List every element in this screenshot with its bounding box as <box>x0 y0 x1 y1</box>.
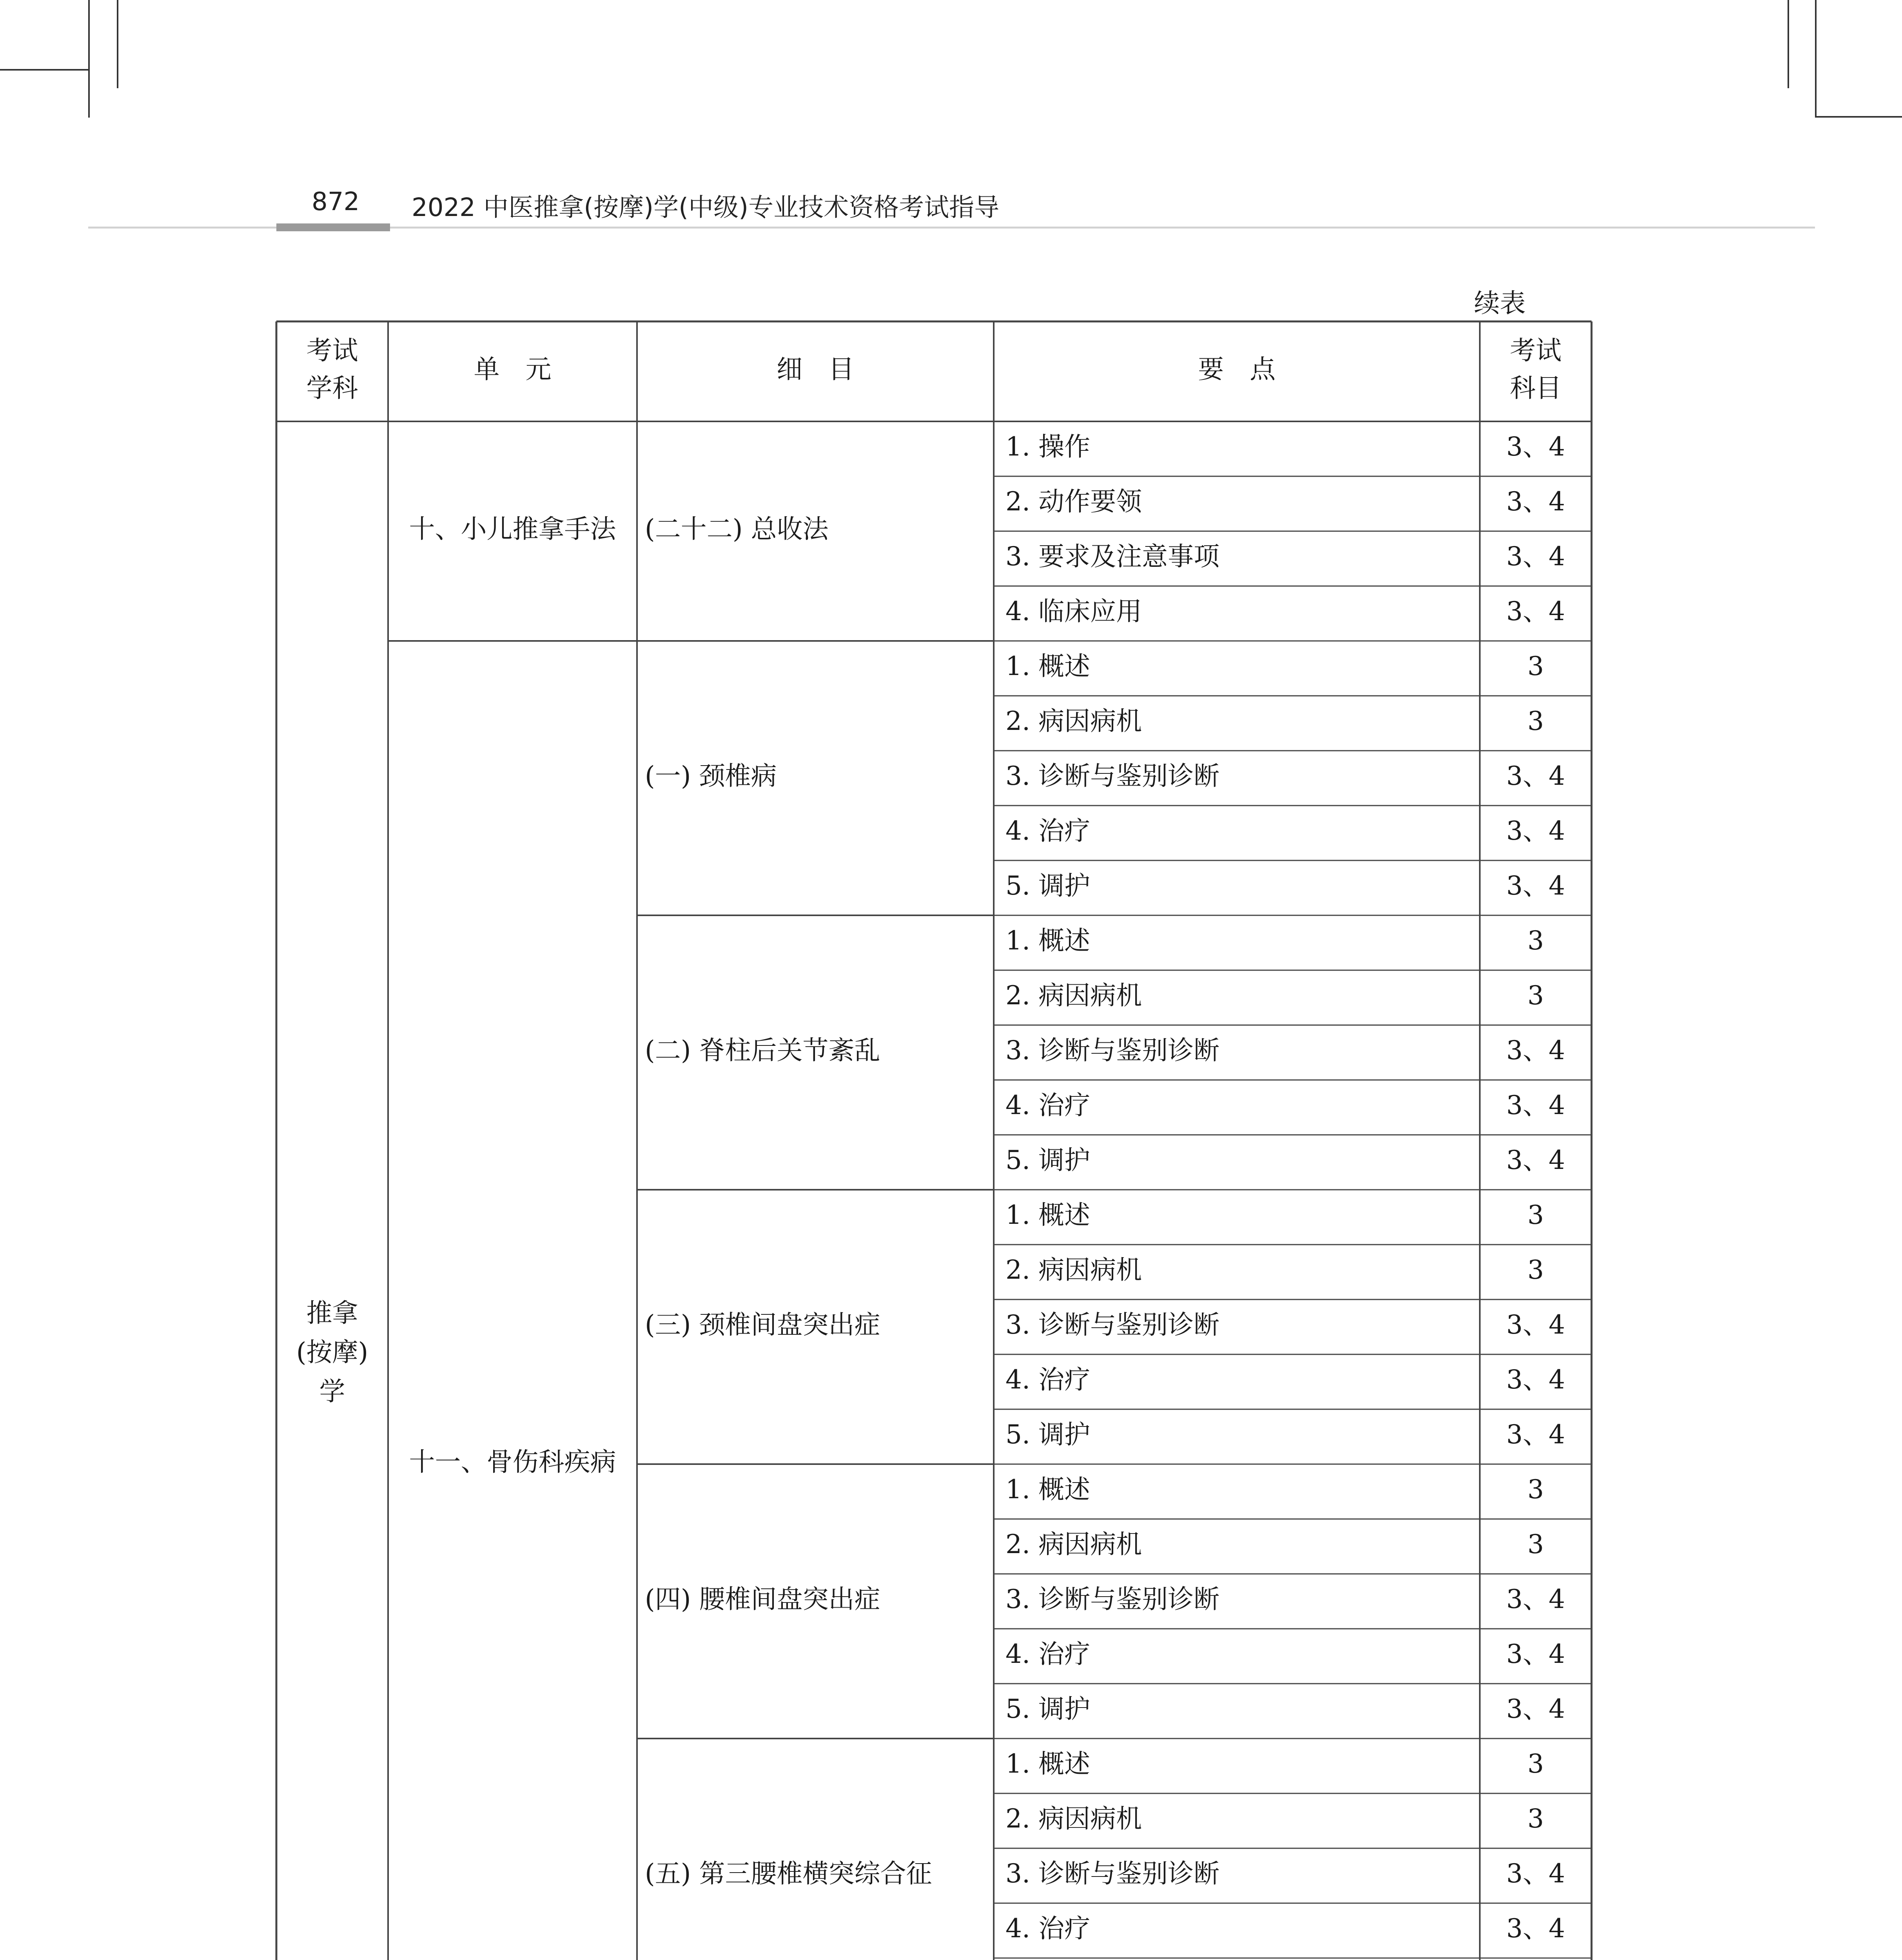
exam-cell: 3、4 <box>1506 1419 1565 1450</box>
item-cell: (二十二) 总收法 <box>645 514 829 544</box>
point-cell: 1. 操作 <box>1005 432 1090 462</box>
point-cell: 2. 病因病机 <box>1005 706 1142 736</box>
item-cell: (三) 颈椎间盘突出症 <box>645 1310 880 1340</box>
item-cell: (五) 第三腰椎横突综合征 <box>645 1858 932 1889</box>
point-cell: 4. 治疗 <box>1005 1913 1090 1944</box>
point-cell: 1. 概述 <box>1005 1749 1090 1779</box>
exam-cell: 3 <box>1527 1255 1544 1285</box>
exam-cell: 3、4 <box>1506 816 1565 846</box>
point-cell: 2. 病因病机 <box>1005 1804 1142 1834</box>
exam-cell: 3 <box>1527 980 1544 1011</box>
exam-cell: 3 <box>1527 1804 1544 1834</box>
exam-cell: 3、4 <box>1506 1694 1565 1724</box>
point-cell: 5. 调护 <box>1005 1694 1090 1724</box>
column-header-subject: 学科 <box>306 373 358 403</box>
exam-cell: 3、4 <box>1506 1913 1565 1944</box>
unit-cell: 十一、骨伤科疾病 <box>409 1447 616 1477</box>
exam-cell: 3、4 <box>1506 761 1565 791</box>
subject-cell: (按摩) <box>296 1337 368 1367</box>
item-cell: (二) 脊柱后关节紊乱 <box>645 1035 880 1065</box>
point-cell: 5. 调护 <box>1005 1419 1090 1450</box>
point-cell: 1. 概述 <box>1005 926 1090 956</box>
column-header-exam: 考试 <box>1510 335 1562 366</box>
exam-cell: 3 <box>1527 1749 1544 1779</box>
point-cell: 1. 概述 <box>1005 1474 1090 1504</box>
point-cell: 4. 治疗 <box>1005 816 1090 846</box>
point-cell: 5. 调护 <box>1005 871 1090 901</box>
column-header-item: 细 目 <box>777 354 854 385</box>
point-cell: 4. 治疗 <box>1005 1639 1090 1669</box>
exam-cell: 3、4 <box>1506 596 1565 626</box>
point-cell: 2. 病因病机 <box>1005 980 1142 1011</box>
exam-cell: 3、4 <box>1506 486 1565 517</box>
continued-label: 续表 <box>1474 288 1526 318</box>
point-cell: 4. 治疗 <box>1005 1365 1090 1395</box>
point-cell: 3. 要求及注意事项 <box>1005 541 1220 572</box>
exam-cell: 3、4 <box>1506 1858 1565 1889</box>
column-header-exam: 科目 <box>1510 373 1562 403</box>
exam-cell: 3 <box>1527 926 1544 956</box>
point-cell: 2. 动作要领 <box>1005 486 1142 517</box>
point-cell: 1. 概述 <box>1005 1200 1090 1230</box>
exam-cell: 3、4 <box>1506 1035 1565 1065</box>
point-cell: 5. 调护 <box>1005 1145 1090 1175</box>
exam-cell: 3、4 <box>1506 1639 1565 1669</box>
book-title: 2022 中医推拿(按摩)学(中级)专业技术资格考试指导 <box>412 193 1000 222</box>
exam-cell: 3、4 <box>1506 432 1565 462</box>
point-cell: 1. 概述 <box>1005 651 1090 681</box>
exam-cell: 3、4 <box>1506 871 1565 901</box>
column-header-subject: 考试 <box>306 335 358 366</box>
exam-cell: 3、4 <box>1506 1365 1565 1395</box>
exam-cell: 3、4 <box>1506 1584 1565 1614</box>
point-cell: 4. 临床应用 <box>1005 596 1142 626</box>
unit-cell: 十、小儿推拿手法 <box>409 514 616 544</box>
exam-cell: 3、4 <box>1506 1145 1565 1175</box>
point-cell: 3. 诊断与鉴别诊断 <box>1005 1584 1220 1614</box>
exam-cell: 3 <box>1527 1200 1544 1230</box>
column-header-point: 要 点 <box>1198 354 1276 385</box>
point-cell: 3. 诊断与鉴别诊断 <box>1005 1310 1220 1340</box>
exam-cell: 3 <box>1527 1529 1544 1559</box>
item-cell: (四) 腰椎间盘突出症 <box>645 1584 880 1614</box>
point-cell: 2. 病因病机 <box>1005 1255 1142 1285</box>
point-cell: 3. 诊断与鉴别诊断 <box>1005 1858 1220 1889</box>
item-cell: (一) 颈椎病 <box>645 761 777 791</box>
exam-cell: 3、4 <box>1506 1090 1565 1120</box>
point-cell: 3. 诊断与鉴别诊断 <box>1005 1035 1220 1065</box>
subject-cell: 学 <box>319 1376 345 1406</box>
exam-cell: 3 <box>1527 706 1544 736</box>
point-cell: 4. 治疗 <box>1005 1090 1090 1120</box>
exam-cell: 3、4 <box>1506 541 1565 572</box>
subject-cell: 推拿 <box>306 1298 358 1328</box>
page-number: 872 <box>312 187 360 216</box>
point-cell: 2. 病因病机 <box>1005 1529 1142 1559</box>
column-header-unit: 单 元 <box>474 354 552 385</box>
exam-cell: 3 <box>1527 651 1544 681</box>
exam-cell: 3 <box>1527 1474 1544 1504</box>
exam-cell: 3、4 <box>1506 1310 1565 1340</box>
point-cell: 3. 诊断与鉴别诊断 <box>1005 761 1220 791</box>
